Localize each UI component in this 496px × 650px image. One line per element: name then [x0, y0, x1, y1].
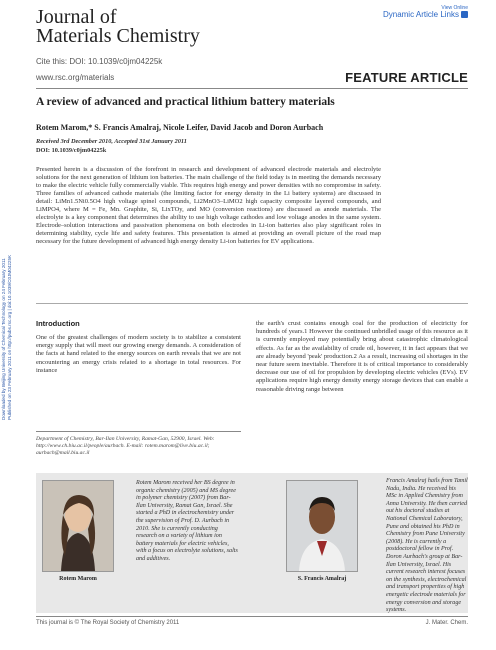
- journal-name: [36, 8, 200, 46]
- caption-amalraj: S. Francis Amalraj: [297, 576, 347, 582]
- journal-name-line1: Journal of: [36, 6, 117, 28]
- intro-left-text: One of the greatest challenges of modern society is to stabilize a consistent energy supply that will meet our growing energy demands. A consideration of the facts at hand related to the energy sources on earth reveals that we are not encountering an energy crisis related to a shortage in total resources. For instance: [36, 334, 241, 374]
- abstract-divider: [36, 303, 468, 304]
- author-portrait-marom: [43, 481, 113, 571]
- affiliation-divider: [36, 431, 241, 432]
- copyright-notice: This journal is © The Royal Society of Chemistry 2011: [36, 620, 180, 626]
- dynamic-links-label[interactable]: Dynamic Article Links: [382, 10, 459, 19]
- link-arrow-icon: [461, 11, 468, 18]
- header-divider: [36, 88, 468, 89]
- article-type: FEATURE ARTICLE: [345, 70, 468, 85]
- author-photo-amalraj: [286, 480, 358, 572]
- author-list: Rotem Marom,* S. Francis Amalraj, Nicole Leifer, David Jacob and Doron Aurbach: [36, 123, 324, 132]
- bio-amalraj: Francis Amalraj hails from Tamil Nadu, India. He received his MSc in Applied Chemistry from Anna University. He then carried out his doctoral studies at National Chemical Laboratory, Pune and obtained his PhD in Chemistry from Pune University (2008). He is currently a postdoctoral fellow in Prof. Doron Aurbach's group at Bar-Ilan University, Israel. His current research interest focuses on the synthesis, electrochemical and transport properties of high energetic electrode materials for energy conversion and storage systems.: [386, 478, 468, 614]
- affiliation: Department of Chemistry, Bar-Ilan University, Ramat-Gan, 52900, Israel. Web: http://www.ch.biu.ac.il/people/aurbach. E-mail: rotem.marom@live.biu.ac.il; aurbach@mail.biu.ac.il: [36, 436, 215, 456]
- journal-url[interactable]: www.rsc.org/materials: [36, 73, 115, 82]
- published-line[interactable]: Published on 23 February 2011 on http://pubs.rsc.org | doi:10.1039/C0JM04225K: [7, 254, 12, 420]
- footer-divider: [36, 616, 468, 617]
- received-dates: Received 3rd December 2010, Accepted 31st January 2011: [36, 138, 187, 145]
- bio-marom: Rotem Marom received her BS degree in organic chemistry (2005) and MS degree in polymer chemistry (2007) from Bar-Ilan University, Ramat Gan, Israel. She started a PhD in electrochemistry under the supervision of Prof. D. Aurbach in 2010. She is currently conducting research on a variety of lithium ion battery materials for electric vehicles, with a focus on electrolyte solutions, salts and additives.: [136, 480, 238, 562]
- dynamic-article-links[interactable]: [383, 10, 468, 19]
- intro-right-text: the earth's crust contains enough coal for the production of electricity for hundreds of years.1 However the continued unbridled usage of this resource as it is currently employed may potentially bring about catastrophic climatological effects. As far as the availability of crude oil, however, it in fact appears that we are already beyond 'peak' production.2 As a result, increasing oil shortages in the near future seem inevitable. Therefore it is of critical importance to considerably decrease our use of oil for propulsion by developing electric vehicles (EVs). EV applications require high energy density energy storage devices that can enable a reasonable driving range between: [256, 320, 468, 393]
- view-online-link[interactable]: View Online: [441, 5, 468, 11]
- author-photo-marom: [42, 480, 114, 572]
- intro-right-column: [256, 320, 468, 394]
- downloaded-line: Downloaded by Beijing University of Chemical Technology on 24 February 2011: [1, 258, 6, 420]
- author-portrait-amalraj: [287, 481, 357, 571]
- abstract: Presented herein is a discussion of the forefront in research and development of advanced electrode materials and electrolyte solutions for the next generation of lithium ion batteries. The main challenge of the field today is in meeting the demands necessary to make the electric vehicle fully commercially viable. This requires high energy and power densities with no compromise in safety. Three families of advanced cathode materials (the limiting factor for energy density in the Li battery systems) are discussed in detail: LiMn1.5Ni0.5O4 high voltage spinel compounds, Li2MnO3–LiMO2 high capacity composite layered compounds, and LiMPO4, where M = Fe, Mn. Graphite, Si, LixTOy, and MO (conversion reactions) are discussed as anode materials. The electrolyte is a key component that determines the ability to use high voltage cathodes and low voltage anodes in the same system. Electrode–solution interactions and passivation phenomena on both electrodes in Li-ion batteries also play significant roles in determining stability, cycle life and safety features. This presentation is aimed at providing an overall picture of the road map necessary for the future development of advanced high energy density Li-ion batteries for EV applications.: [36, 166, 381, 246]
- article-title: A review of advanced and practical lithium battery materials: [36, 96, 335, 108]
- caption-marom: Rotem Marom: [59, 576, 97, 582]
- intro-left-column: [36, 319, 241, 375]
- article-doi: DOI: 10.1039/c0jm04225k: [36, 147, 107, 154]
- journal-abbreviation: J. Mater. Chem.: [425, 620, 468, 626]
- download-notice: [1, 120, 15, 420]
- intro-heading: Introduction: [36, 319, 80, 328]
- citation-doi: Cite this: DOI: 10.1039/c0jm04225k: [36, 57, 163, 66]
- journal-name-line2: Materials Chemistry: [36, 25, 200, 47]
